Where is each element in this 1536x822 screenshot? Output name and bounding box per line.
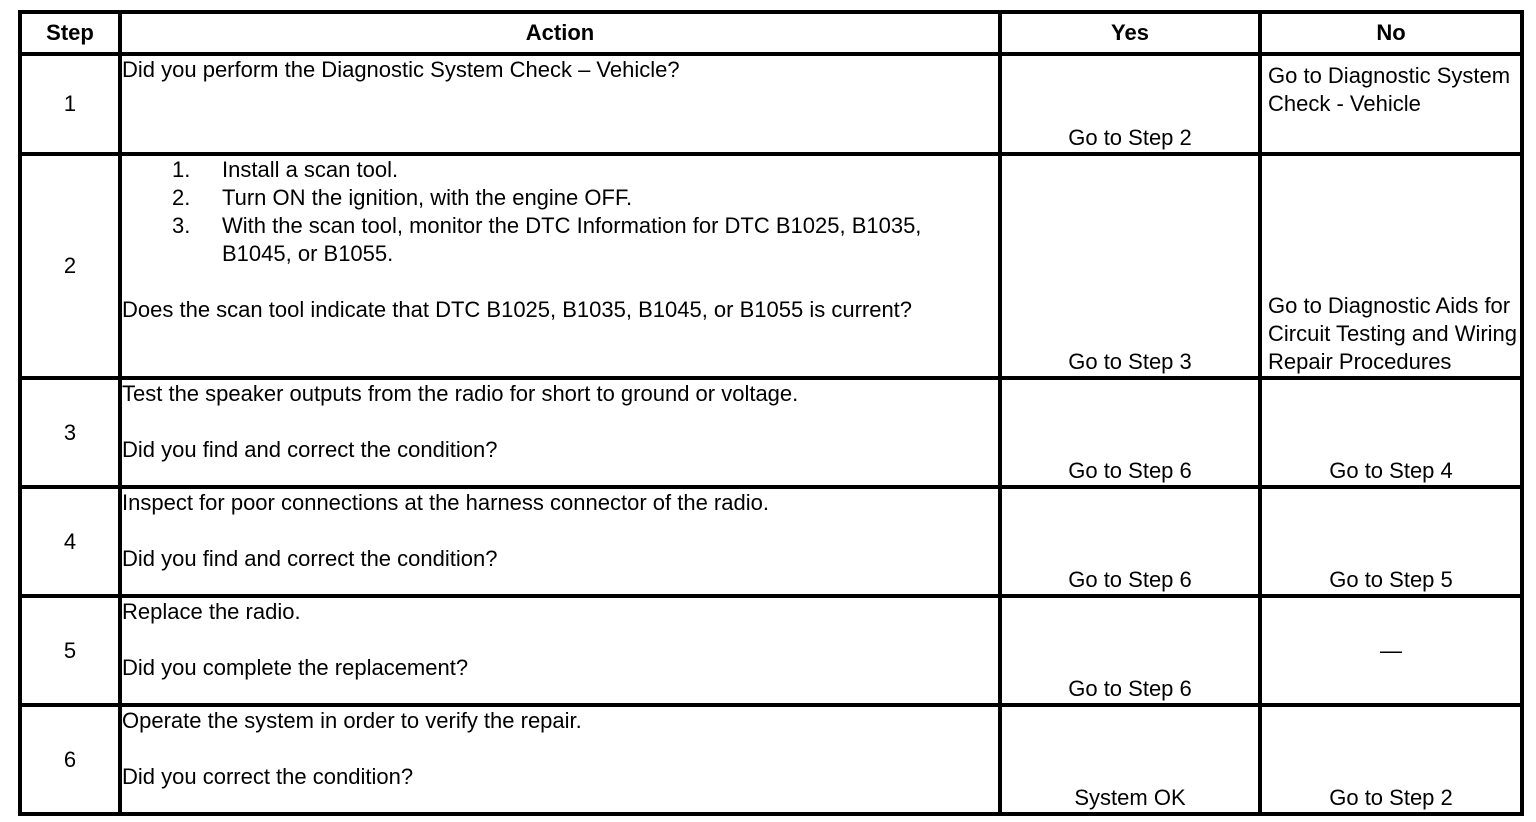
action-cell <box>120 154 1000 378</box>
substep-number: 3. <box>172 213 191 238</box>
step-number: 4 <box>20 487 120 596</box>
step-number: 1 <box>20 54 120 154</box>
header-no: No <box>1260 12 1522 54</box>
table-row <box>20 154 1522 378</box>
no-cell: Go to Step 4 <box>1260 378 1522 487</box>
yes-cell: Go to Step 3 <box>1000 154 1260 378</box>
substep-item <box>122 184 998 212</box>
table-row <box>20 54 1522 154</box>
substep-list <box>122 156 998 268</box>
action-question: Does the scan tool indicate that DTC B1025, B1035, B1045, or B1055 is current? <box>122 297 913 322</box>
yes-cell: Go to Step 2 <box>1000 54 1260 154</box>
yes-cell: Go to Step 6 <box>1000 487 1260 596</box>
action-cell <box>120 378 1000 487</box>
action-question: Did you find and correct the condition? <box>122 437 498 462</box>
no-cell: Go to Diagnostic System Check - Vehicle <box>1260 54 1522 154</box>
action-question: Did you correct the condition? <box>122 764 414 789</box>
yes-cell: Go to Step 6 <box>1000 378 1260 487</box>
yes-cell: Go to Step 6 <box>1000 596 1260 705</box>
action-question: Did you complete the replacement? <box>122 655 469 680</box>
yes-cell: System OK <box>1000 705 1260 814</box>
diagnostic-table <box>18 10 1524 816</box>
action-question: Did you find and correct the condition? <box>122 546 498 571</box>
step-number: 5 <box>20 596 120 705</box>
step-number: 3 <box>20 378 120 487</box>
substep-number: 2. <box>172 185 191 210</box>
substep-item <box>122 212 998 268</box>
table-row <box>20 487 1522 596</box>
no-cell: — <box>1260 596 1522 705</box>
header-yes: Yes <box>1000 12 1260 54</box>
header-row <box>20 12 1522 54</box>
substep-number: 1. <box>172 157 191 182</box>
step-number: 6 <box>20 705 120 814</box>
action-instruction: Operate the system in order to verify the repair. <box>122 708 582 733</box>
action-cell <box>120 705 1000 814</box>
no-cell: Go to Step 5 <box>1260 487 1522 596</box>
no-cell: Go to Diagnostic Aids for Circuit Testing and Wiring Repair Procedures <box>1260 154 1522 378</box>
action-instruction: Test the speaker outputs from the radio for short to ground or voltage. <box>122 381 799 406</box>
substep-text: With the scan tool, monitor the DTC Information for DTC B1025, B1035, B1045, or B1055. <box>222 213 922 266</box>
action-cell <box>120 596 1000 705</box>
header-action: Action <box>120 12 1000 54</box>
action-instruction: Inspect for poor connections at the harness connector of the radio. <box>122 490 769 515</box>
table-row <box>20 705 1522 814</box>
action-question: Did you perform the Diagnostic System Check – Vehicle? <box>122 57 680 82</box>
action-instruction: Replace the radio. <box>122 599 301 624</box>
header-step: Step <box>20 12 120 54</box>
substep-item <box>122 156 998 184</box>
no-cell: Go to Step 2 <box>1260 705 1522 814</box>
table-row <box>20 378 1522 487</box>
action-cell <box>120 487 1000 596</box>
table-row <box>20 596 1522 705</box>
substep-text: Turn ON the ignition, with the engine OFF. <box>222 185 633 210</box>
substep-text: Install a scan tool. <box>222 157 399 182</box>
step-number: 2 <box>20 154 120 378</box>
action-cell <box>120 54 1000 154</box>
